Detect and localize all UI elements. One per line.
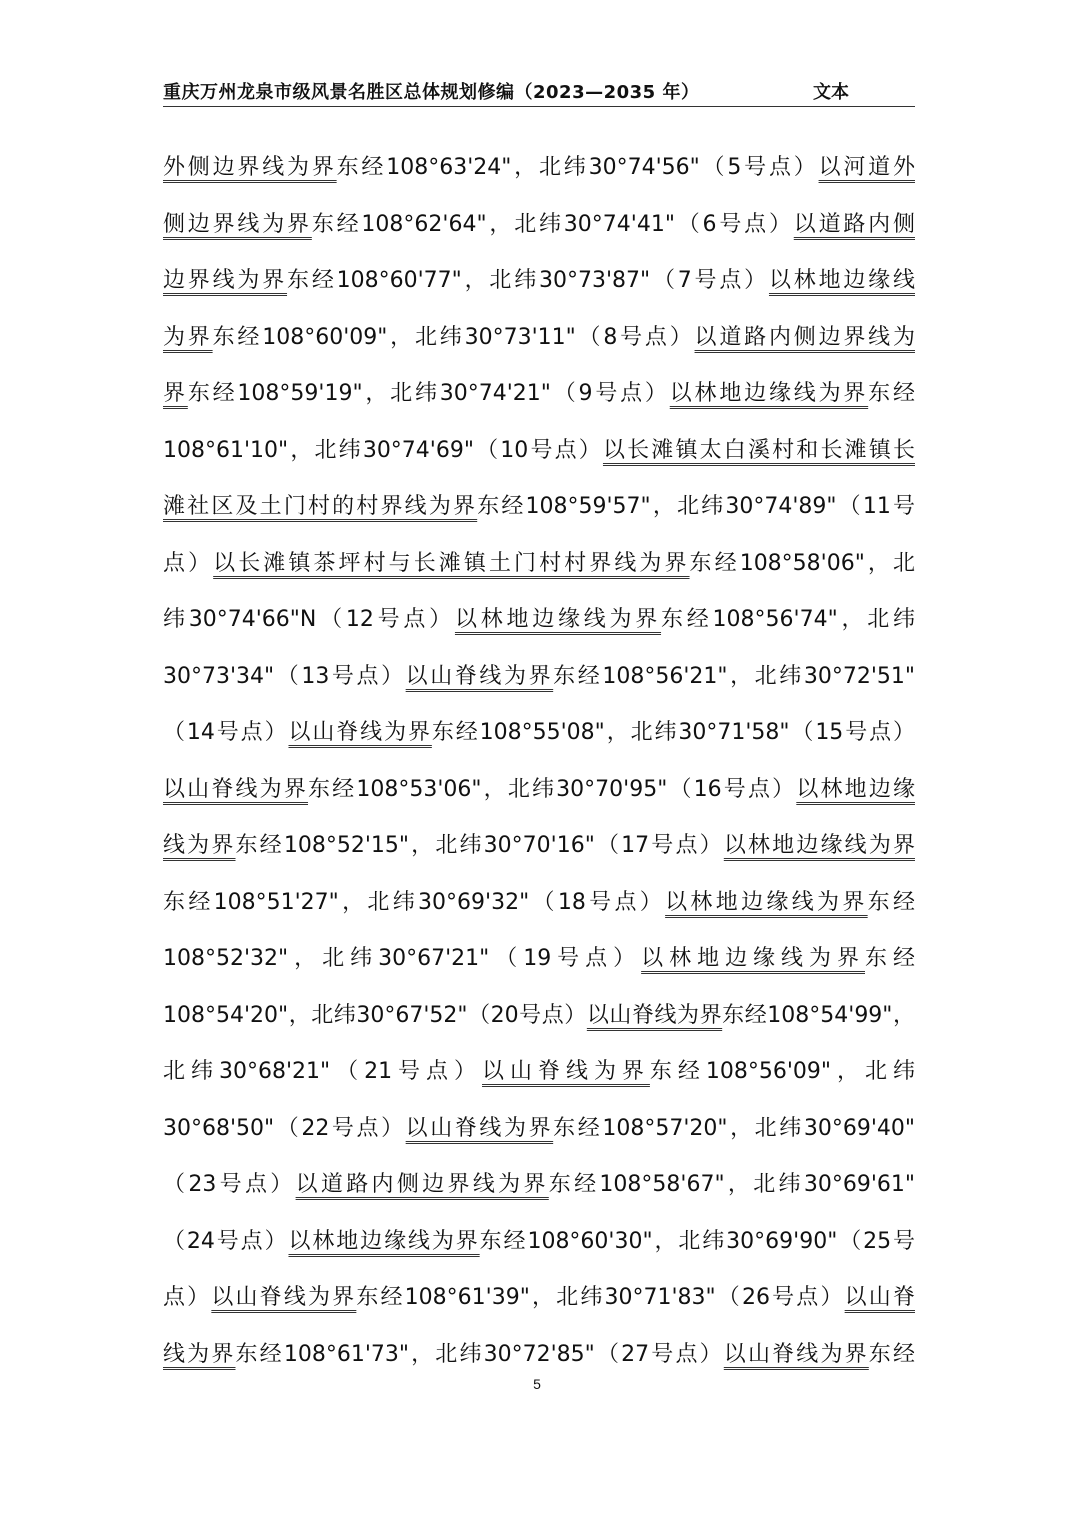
boundary-description: 边界线为界: [163, 268, 288, 293]
boundary-description: 以林地边缘: [796, 776, 915, 802]
coordinate-text: （23号点）: [163, 1172, 296, 1197]
text-line: [163, 875, 915, 932]
text-line: [163, 423, 915, 480]
boundary-description: 以山脊: [844, 1285, 915, 1310]
coordinate-text: 30°68'50"（22号点）: [163, 1115, 406, 1141]
page-header: [163, 78, 915, 107]
coordinate-text: 东经108°53'06"，北纬30°70'95"（16号点）: [308, 776, 797, 802]
coordinate-text: 纬30°74'66"N（12号点）: [163, 607, 455, 632]
text-line: [163, 479, 915, 536]
boundary-description: 以林地边缘线为界: [288, 1228, 480, 1254]
coordinate-text: 东经108°55'08"，北纬30°71'58"（15号点）: [431, 720, 915, 745]
coordinate-text: 东经108°57'20"，北纬30°69'40": [553, 1115, 915, 1141]
boundary-description: 以山脊线为界: [288, 720, 432, 745]
boundary-description: 以林地边缘线为界: [665, 889, 868, 915]
coordinate-text: 东经108°54'99"，: [722, 1002, 915, 1028]
boundary-description: 为界: [163, 324, 213, 350]
coordinate-text: 东经108°51'27"，北纬30°69'32"（18号点）: [163, 889, 666, 915]
text-line: [163, 1157, 915, 1214]
coordinate-text: 东经108°60'09"，北纬30°73'11"（8号点）: [212, 324, 695, 350]
page-number: 5: [533, 1376, 541, 1392]
coordinate-text: 108°52'32"，北纬30°67'21"（19号点）: [163, 946, 642, 971]
coordinate-text: 东经108°63'24"，北纬30°74'56"（5号点）: [336, 155, 819, 180]
boundary-description: 滩社区及土门村的村界线为界: [163, 494, 478, 519]
coordinate-text: 东经108°52'15"，北纬30°70'16"（17号点）: [235, 833, 724, 858]
coordinate-text: 点）: [163, 1285, 212, 1310]
coordinate-text: （24号点）: [163, 1228, 289, 1254]
boundary-description: 以长滩镇太白溪村和长滩镇长: [602, 437, 915, 463]
coordinate-text: 30°73'34"（13号点）: [163, 663, 406, 689]
boundary-description: 线为界: [163, 1341, 236, 1367]
boundary-description: 以山脊线为界: [211, 1285, 357, 1310]
text-line: [163, 140, 915, 197]
text-line: [163, 592, 915, 649]
coordinate-text: 108°54'20"，北纬30°67'52"（20号点）: [163, 1002, 587, 1028]
text-line: [163, 536, 915, 593]
boundary-description: 以林地边缘线为界: [454, 607, 662, 632]
text-line: [163, 818, 915, 875]
text-line: [163, 1101, 915, 1158]
boundary-description: 以林地边缘线为界: [723, 833, 915, 858]
text-line: [163, 1327, 915, 1384]
coordinate-text: 东经: [865, 946, 915, 971]
document-section-label: 文本: [813, 82, 849, 103]
boundary-description: 以山脊线为界: [405, 1115, 554, 1141]
coordinate-text: 东经108°61'73"，北纬30°72'85"（27号点）: [235, 1341, 724, 1367]
text-line: [163, 1044, 915, 1101]
text-line: [163, 705, 915, 762]
text-line: [163, 197, 915, 254]
boundary-description: 以山脊线为界: [405, 663, 554, 689]
boundary-description: 以林地边缘线: [768, 268, 915, 293]
coordinate-text: 东经108°59'57"，北纬30°74'89"（11号: [477, 494, 915, 519]
boundary-description: 侧边界线为界: [163, 211, 312, 237]
boundary-description: 以河道外: [818, 155, 915, 180]
coordinate-text: 北纬30°68'21"（21号点）: [163, 1059, 483, 1084]
boundary-description: 以山脊线为界: [163, 776, 309, 802]
coordinate-text: 东经108°56'09"，北纬: [649, 1059, 915, 1084]
text-line: [163, 1214, 915, 1271]
text-line: [163, 649, 915, 706]
boundary-description: 以山脊线为界: [482, 1059, 650, 1084]
coordinate-text: 东经108°58'67"，北纬30°69'61": [548, 1172, 915, 1197]
coordinate-text: 东经: [868, 381, 915, 406]
coordinate-text: 东经108°61'39"，北纬30°71'83"（26号点）: [356, 1285, 845, 1310]
boundary-description: 外侧边界线为界: [163, 155, 337, 180]
coordinate-text: 东经: [868, 1341, 915, 1367]
coordinate-text: 东经108°60'77"，北纬30°73'87"（7号点）: [287, 268, 769, 293]
text-line: [163, 253, 915, 310]
boundary-description: 以林地边缘线为界: [641, 946, 865, 971]
text-line: [163, 988, 915, 1045]
coordinate-text: 东经108°56'74"，北纬: [661, 607, 915, 632]
text-line: [163, 931, 915, 988]
boundary-description: 界: [163, 381, 188, 406]
boundary-description: 以道路内侧: [793, 211, 915, 237]
coordinate-text: 东经108°59'19"，北纬30°74'21"（9号点）: [187, 381, 670, 406]
document-title: 重庆万州龙泉市级风景名胜区总体规划修编（2023—2035 年）: [163, 82, 700, 103]
boundary-description: 以道路内侧边界线为: [694, 324, 915, 350]
text-line: [163, 310, 915, 367]
boundary-description: 以长滩镇茶坪村与长滩镇土门村村界线为界: [213, 550, 690, 576]
boundary-description: 以道路内侧边界线为界: [295, 1172, 549, 1197]
coordinate-text: 东经: [867, 889, 915, 915]
coordinate-text: （14号点）: [163, 720, 289, 745]
boundary-description: 以山脊线为界: [586, 1002, 723, 1028]
coordinate-text: 东经108°62'64"，北纬30°74'41"（6号点）: [311, 211, 794, 237]
boundary-description: 以山脊线为界: [723, 1341, 869, 1367]
boundary-description: 以林地边缘线为界: [669, 381, 869, 406]
coordinate-text: 点）: [163, 550, 214, 576]
coordinate-text: 东经108°58'06"，北: [689, 550, 915, 576]
text-line: [163, 762, 915, 819]
body-text: [163, 140, 915, 1383]
coordinate-text: 108°61'10"，北纬30°74'69"（10号点）: [163, 437, 603, 463]
coordinate-text: 东经108°60'30"，北纬30°69'90"（25号: [479, 1228, 916, 1254]
coordinate-text: 东经108°56'21"，北纬30°72'51": [553, 663, 915, 689]
text-line: [163, 1270, 915, 1327]
text-line: [163, 366, 915, 423]
boundary-description: 线为界: [163, 833, 236, 858]
